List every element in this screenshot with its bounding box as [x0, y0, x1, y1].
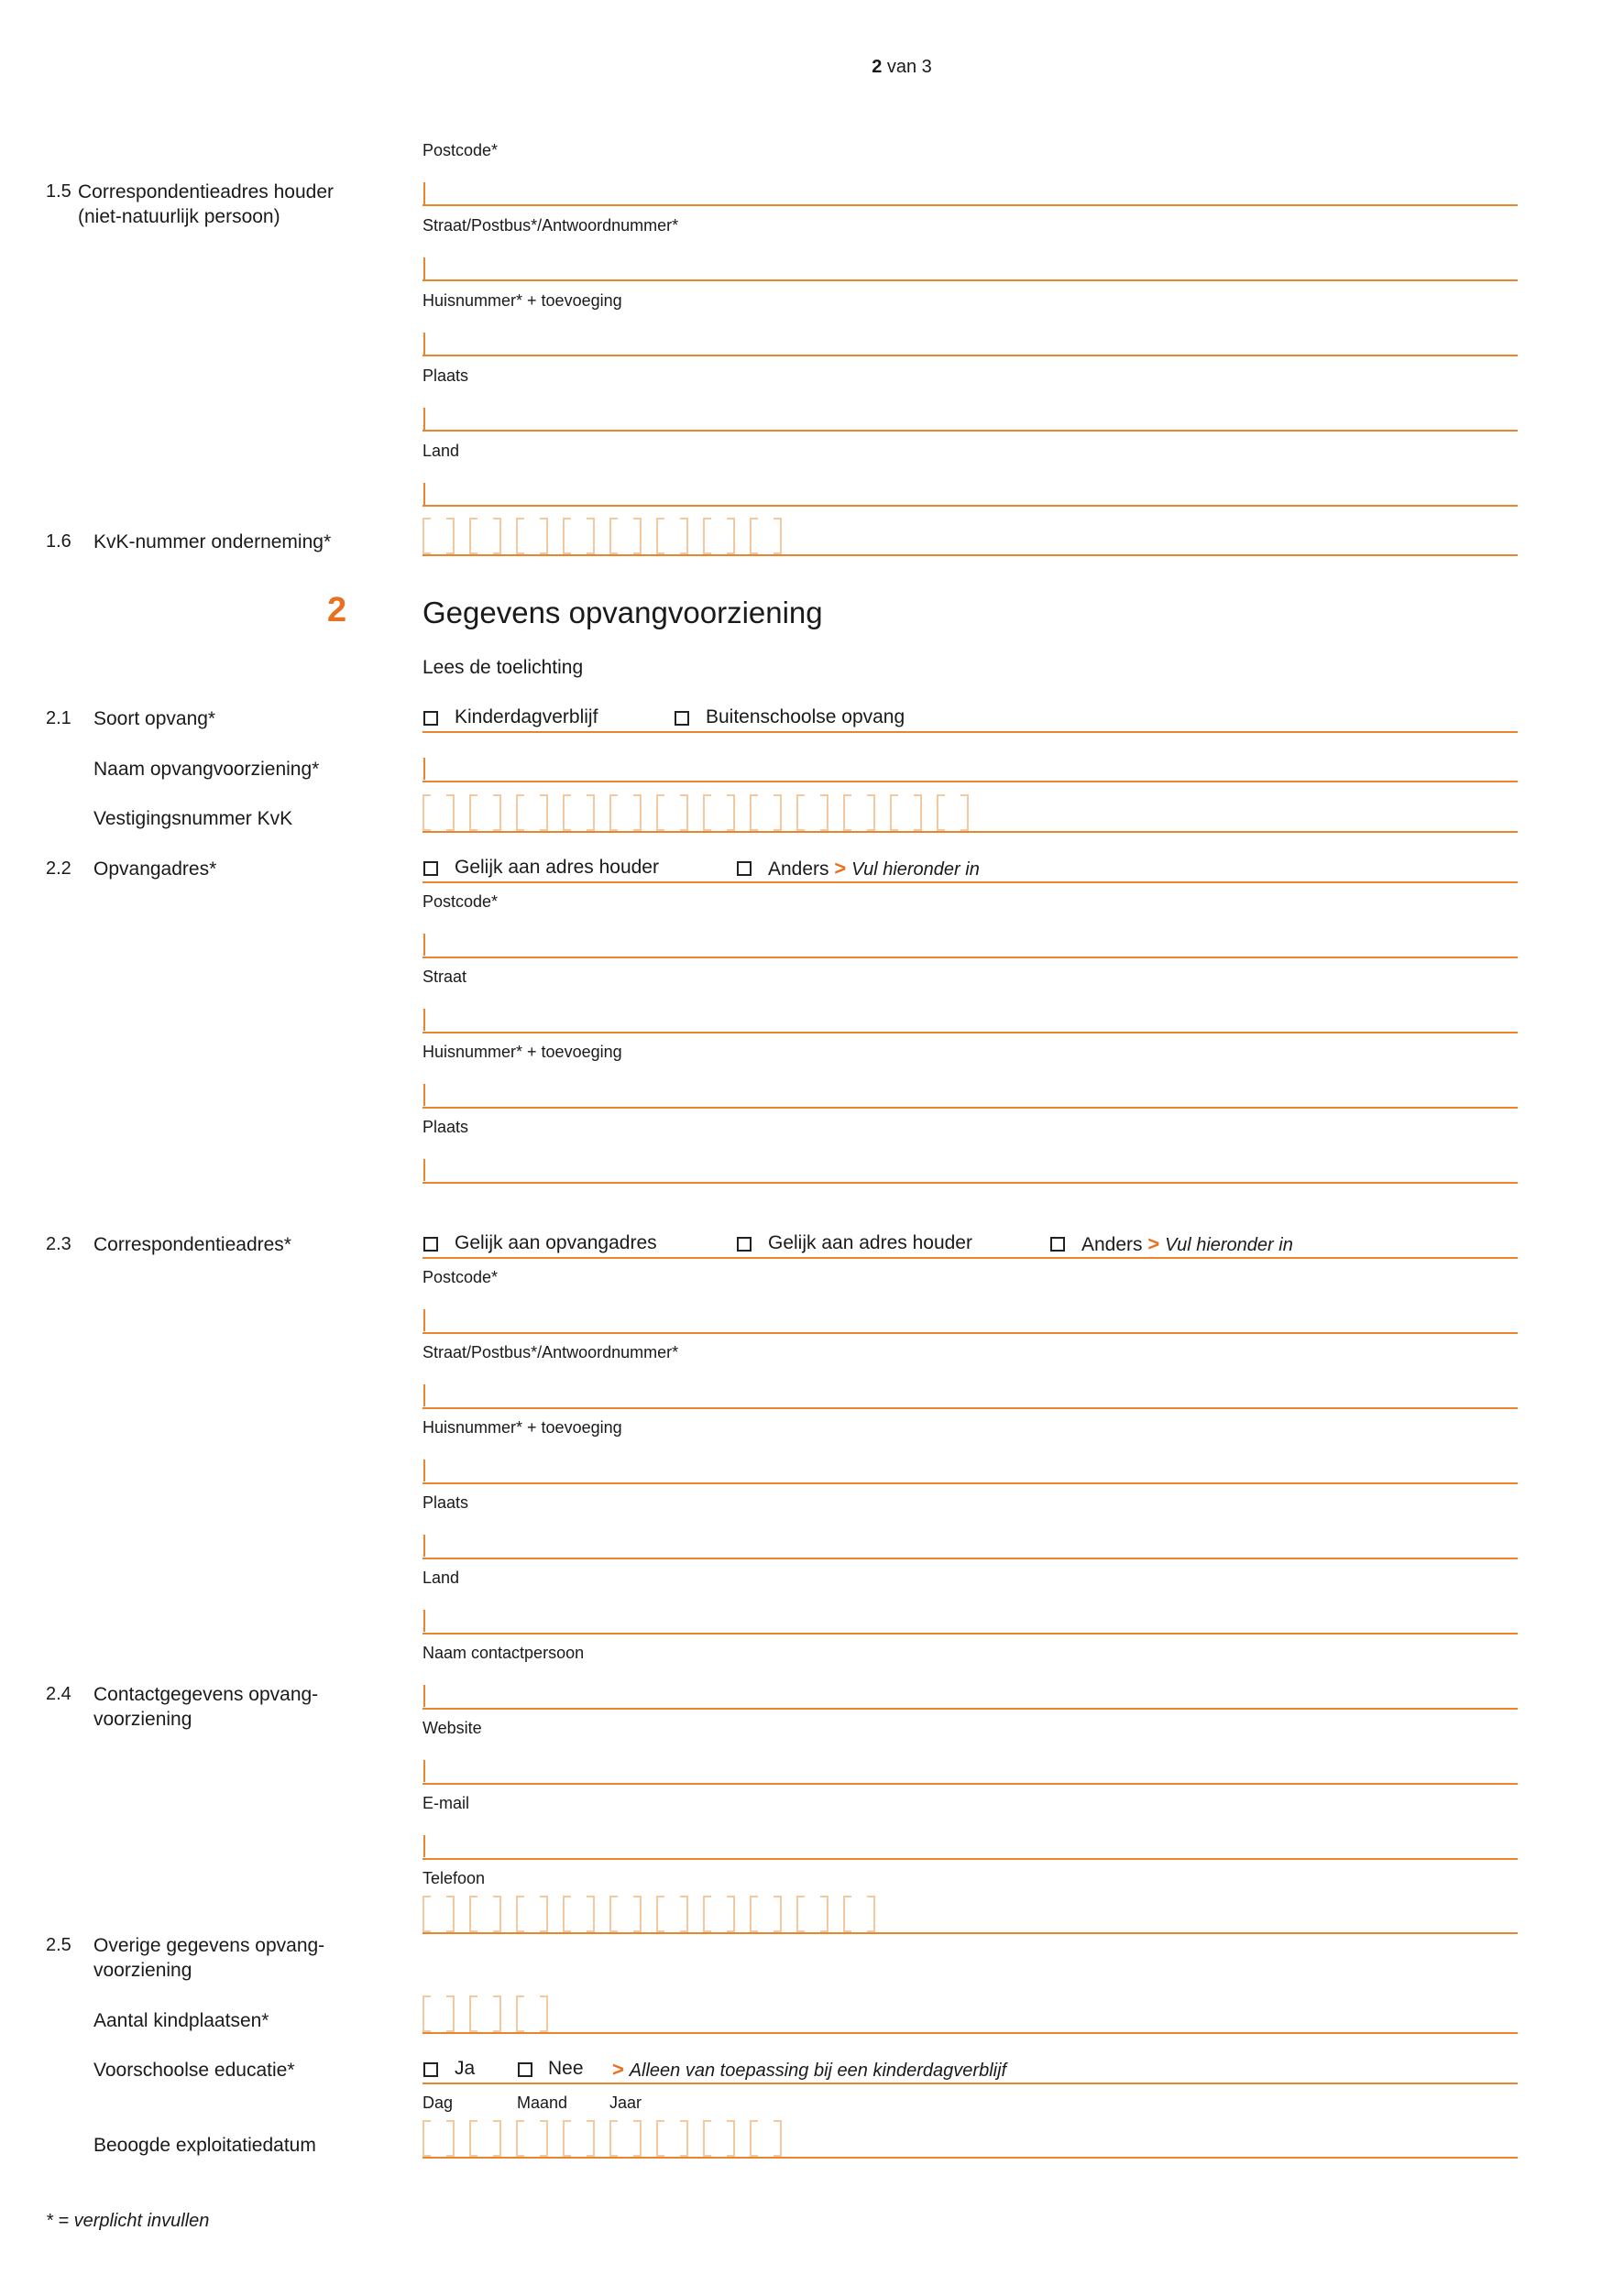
section-number-2-2: 2.2	[46, 858, 71, 879]
comb-cell[interactable]	[469, 1896, 477, 1932]
gelijk-aan-opvangadres-option: Gelijk aan opvangadres	[455, 1232, 657, 1253]
telefoon-comb-input[interactable]	[422, 1896, 890, 1932]
comb-cell-end	[446, 1995, 455, 2032]
comb-cell-end	[774, 518, 782, 554]
label-line-1: Correspondentieadres houder	[78, 181, 335, 202]
input-caret	[423, 1309, 425, 1331]
field-label-huisnummer: Huisnummer* + toevoeging	[422, 1418, 622, 1437]
comb-cell-end	[820, 1896, 828, 1932]
anders-checkbox[interactable]	[1050, 1237, 1065, 1252]
field-label-email: E-mail	[422, 1794, 470, 1812]
comb-cell[interactable]	[516, 794, 524, 831]
anders-label: Anders	[1081, 1234, 1143, 1255]
comb-cell[interactable]	[422, 2120, 431, 2157]
comb-cell[interactable]	[469, 518, 477, 554]
comb-cell-end	[633, 518, 642, 554]
naam-contactpersoon-input[interactable]	[422, 1708, 1518, 1710]
field-label-straat: Straat	[422, 968, 467, 986]
naam-opvangvoorziening-input[interactable]	[422, 781, 1518, 782]
page-number	[0, 57, 1624, 78]
label-kvk-nummer: KvK-nummer onderneming*	[93, 531, 332, 552]
kindplaatsen-comb-input[interactable]	[422, 1995, 563, 2032]
comb-cell-end	[493, 1995, 501, 2032]
comb-cell[interactable]	[516, 1896, 524, 1932]
land-input[interactable]	[422, 505, 1518, 507]
comb-cell[interactable]	[750, 2120, 758, 2157]
date-label-maand: Maand	[517, 2094, 568, 2112]
date-label-dag: Dag	[422, 2094, 454, 2112]
comb-cell-end	[446, 518, 455, 554]
comb-cell[interactable]	[422, 1896, 431, 1932]
section-2-title: Gegevens opvangvoorziening	[422, 596, 823, 629]
vve-line	[422, 2083, 1518, 2084]
label-line-2: (niet-natuurlijk persoon)	[78, 206, 280, 227]
comb-cell[interactable]	[563, 2120, 571, 2157]
input-caret	[423, 1610, 425, 1632]
comb-cell-end	[727, 518, 735, 554]
input-caret	[423, 1535, 425, 1557]
field-label-land: Land	[422, 1569, 460, 1587]
buitenschoolse-opvang-checkbox[interactable]	[675, 711, 689, 726]
comb-cell-end	[633, 1896, 642, 1932]
buitenschoolse-opvang-option: Buitenschoolse opvang	[706, 706, 905, 727]
soort-opvang-line	[422, 731, 1518, 733]
vul-hieronder-in-hint: Vul hieronder in	[1165, 1235, 1293, 1255]
corr-postcode-input[interactable]	[422, 1332, 1518, 1334]
field-label-huisnummer: Huisnummer* + toevoeging	[422, 291, 622, 310]
anders-label: Anders	[768, 858, 829, 880]
corr-plaats-input[interactable]	[422, 1558, 1518, 1559]
comb-cell-end	[446, 2120, 455, 2157]
gelijk-aan-adres-houder-checkbox[interactable]	[423, 861, 438, 876]
exploitatiedatum-comb-input[interactable]	[422, 2120, 796, 2157]
field-label-postcode: Postcode*	[422, 1268, 499, 1286]
comb-cell-end	[867, 794, 875, 831]
label-vestigingsnummer: Vestigingsnummer KvK	[93, 808, 293, 829]
comb-cell[interactable]	[516, 2120, 524, 2157]
comb-cell[interactable]	[563, 518, 571, 554]
comb-cell[interactable]	[609, 1896, 618, 1932]
comb-cell-end	[587, 518, 595, 554]
comb-cell-end	[680, 518, 688, 554]
comb-cell[interactable]	[516, 1995, 524, 2032]
field-label-postcode: Postcode*	[422, 892, 499, 911]
corr-straat-input[interactable]	[422, 1407, 1518, 1409]
comb-cell-end	[540, 518, 548, 554]
comb-cell[interactable]	[703, 794, 711, 831]
chevron-right-icon: >	[612, 2058, 624, 2081]
kvk-nummer-comb-input[interactable]	[422, 518, 796, 554]
opvang-postcode-input[interactable]	[422, 957, 1518, 958]
comb-cell[interactable]	[703, 2120, 711, 2157]
comb-cell-end	[493, 1896, 501, 1932]
chevron-right-icon: >	[1147, 1232, 1160, 1255]
comb-cell[interactable]	[609, 2120, 618, 2157]
comb-cell-end	[727, 794, 735, 831]
comb-cell-end	[960, 794, 969, 831]
comb-cell[interactable]	[703, 518, 711, 554]
comb-cell[interactable]	[422, 518, 431, 554]
label-line-1: Overige gegevens opvang-	[93, 1935, 325, 1956]
comb-cell[interactable]	[890, 794, 898, 831]
page-total: van 3	[886, 57, 932, 77]
comb-cell[interactable]	[750, 1896, 758, 1932]
comb-cell[interactable]	[843, 1896, 851, 1932]
label-opvangadres: Opvangadres*	[93, 858, 217, 880]
input-caret	[423, 934, 425, 956]
comb-cell[interactable]	[656, 1896, 664, 1932]
comb-cell[interactable]	[656, 794, 664, 831]
field-label-website: Website	[422, 1719, 482, 1737]
field-label-postcode: Postcode*	[422, 141, 499, 159]
field-label-land: Land	[422, 442, 460, 460]
anders-checkbox[interactable]	[737, 861, 752, 876]
corr-huisnummer-input[interactable]	[422, 1482, 1518, 1484]
opvangadres-line	[422, 881, 1518, 883]
label-overige-gegevens	[93, 1933, 324, 1983]
input-caret	[423, 483, 425, 505]
comb-cell-end	[914, 794, 922, 831]
input-caret	[423, 1159, 425, 1181]
vve-ja-checkbox[interactable]	[423, 2062, 438, 2077]
anders-option	[768, 857, 980, 880]
comb-cell-end	[540, 794, 548, 831]
comb-cell[interactable]	[656, 518, 664, 554]
input-caret	[423, 1835, 425, 1857]
section-number-2-5: 2.5	[46, 1935, 71, 1955]
vve-nee-checkbox[interactable]	[518, 2062, 532, 2077]
toelichting-link[interactable]: Lees de toelichting	[422, 657, 584, 678]
section-number-1-6: 1.6	[46, 531, 71, 552]
comb-cell[interactable]	[469, 1995, 477, 2032]
vul-hieronder-in-hint: Vul hieronder in	[851, 859, 980, 880]
website-input[interactable]	[422, 1783, 1518, 1785]
field-label-telefoon: Telefoon	[422, 1869, 486, 1887]
kinderdagverblijf-option: Kinderdagverblijf	[455, 706, 598, 727]
input-caret	[423, 1084, 425, 1106]
comb-cell[interactable]	[796, 1896, 805, 1932]
vve-hint	[612, 2058, 1006, 2082]
comb-cell-end	[587, 794, 595, 831]
label-naam-opvangvoorziening: Naam opvangvoorziening*	[93, 759, 320, 780]
label-exploitatiedatum: Beoogde exploitatiedatum	[93, 2135, 316, 2156]
comb-cell-end	[727, 1896, 735, 1932]
vve-nee-option: Nee	[548, 2058, 584, 2079]
field-label-straat: Straat/Postbus*/Antwoordnummer*	[422, 216, 679, 235]
section-number-2-4: 2.4	[46, 1684, 71, 1704]
comb-cell-end	[633, 2120, 642, 2157]
label-contactgegevens	[93, 1682, 318, 1732]
vestigingsnummer-comb-input[interactable]	[422, 794, 983, 831]
label-line-1: Contactgegevens opvang-	[93, 1684, 319, 1705]
label-voorschoolse-educatie: Voorschoolse educatie*	[93, 2060, 295, 2081]
field-label-plaats: Plaats	[422, 1493, 469, 1512]
comb-cell[interactable]	[937, 794, 945, 831]
vve-ja-option: Ja	[455, 2058, 476, 2079]
comb-cell-end	[493, 794, 501, 831]
comb-cell-end	[446, 1896, 455, 1932]
label-correspondentieadres: Correspondentieadres*	[93, 1234, 291, 1255]
kindplaatsen-baseline	[422, 2032, 1518, 2034]
comb-cell[interactable]	[563, 794, 571, 831]
corr-land-input[interactable]	[422, 1633, 1518, 1635]
comb-cell-end	[774, 794, 782, 831]
gelijk-aan-adres-houder-option: Gelijk aan adres houder	[768, 1232, 972, 1253]
comb-cell-end	[587, 1896, 595, 1932]
exploitatiedatum-baseline	[422, 2157, 1518, 2159]
vestigingsnummer-baseline	[422, 831, 1518, 833]
label-line-2: voorziening	[93, 1960, 192, 1981]
kinderdagverblijf-checkbox[interactable]	[423, 711, 438, 726]
input-caret	[423, 182, 425, 204]
input-caret	[423, 408, 425, 430]
field-label-straat: Straat/Postbus*/Antwoordnummer*	[422, 1343, 679, 1361]
comb-cell-end	[680, 794, 688, 831]
comb-cell-end	[680, 2120, 688, 2157]
correspondentieadres-line	[422, 1257, 1518, 1259]
comb-cell[interactable]	[422, 1995, 431, 2032]
comb-cell-end	[540, 1896, 548, 1932]
section-number-2-3: 2.3	[46, 1234, 71, 1254]
input-caret	[423, 1760, 425, 1782]
comb-cell-end	[493, 518, 501, 554]
page-current: 2	[872, 57, 883, 77]
footnote-required: * = verplicht invullen	[46, 2211, 210, 2231]
comb-cell[interactable]	[703, 1896, 711, 1932]
date-label-jaar: Jaar	[609, 2094, 642, 2112]
label-aantal-kindplaatsen: Aantal kindplaatsen*	[93, 2010, 269, 2031]
input-caret	[423, 1384, 425, 1406]
label-correspondentieadres-houder	[78, 180, 334, 229]
comb-cell[interactable]	[750, 794, 758, 831]
comb-cell-end	[774, 2120, 782, 2157]
vve-hint-text: Alleen van toepassing bij een kinderdagverblijf	[629, 2061, 1007, 2081]
postcode-input[interactable]	[422, 204, 1518, 206]
opvang-straat-input[interactable]	[422, 1032, 1518, 1033]
comb-cell-end	[680, 1896, 688, 1932]
comb-cell[interactable]	[796, 794, 805, 831]
input-caret	[423, 758, 425, 780]
comb-cell[interactable]	[609, 518, 618, 554]
comb-cell[interactable]	[422, 794, 431, 831]
field-label-plaats: Plaats	[422, 1118, 469, 1136]
comb-cell[interactable]	[469, 2120, 477, 2157]
kvk-nummer-baseline	[422, 554, 1518, 556]
field-label-plaats: Plaats	[422, 366, 469, 385]
email-input[interactable]	[422, 1858, 1518, 1860]
comb-cell[interactable]	[750, 518, 758, 554]
section-2-number: 2	[327, 591, 347, 629]
gelijk-aan-opvangadres-checkbox[interactable]	[423, 1237, 438, 1252]
chevron-right-icon: >	[834, 857, 847, 880]
comb-cell-end	[774, 1896, 782, 1932]
field-label-naam-contactpersoon: Naam contactpersoon	[422, 1644, 585, 1662]
comb-cell[interactable]	[609, 794, 618, 831]
plaats-input[interactable]	[422, 430, 1518, 432]
field-label-huisnummer: Huisnummer* + toevoeging	[422, 1043, 622, 1061]
input-caret	[423, 1460, 425, 1481]
comb-cell-end	[633, 794, 642, 831]
comb-cell[interactable]	[656, 2120, 664, 2157]
comb-cell[interactable]	[516, 518, 524, 554]
comb-cell-end	[446, 794, 455, 831]
anders-option	[1081, 1232, 1293, 1256]
comb-cell[interactable]	[843, 794, 851, 831]
telefoon-baseline	[422, 1932, 1518, 1934]
comb-cell-end	[540, 2120, 548, 2157]
gelijk-aan-adres-houder-checkbox[interactable]	[737, 1237, 752, 1252]
comb-cell-end	[540, 1995, 548, 2032]
comb-cell-end	[727, 2120, 735, 2157]
comb-cell-end	[493, 2120, 501, 2157]
comb-cell[interactable]	[563, 1896, 571, 1932]
comb-cell-end	[820, 794, 828, 831]
section-number-1-5: 1.5	[46, 181, 71, 202]
opvang-huisnummer-input[interactable]	[422, 1107, 1518, 1109]
label-soort-opvang: Soort opvang*	[93, 708, 216, 729]
input-caret	[423, 257, 425, 279]
input-caret	[423, 333, 425, 355]
opvang-plaats-input[interactable]	[422, 1182, 1518, 1184]
comb-cell[interactable]	[469, 794, 477, 831]
huisnummer-input[interactable]	[422, 355, 1518, 356]
straat-input[interactable]	[422, 279, 1518, 281]
comb-cell-end	[587, 2120, 595, 2157]
comb-cell-end	[867, 1896, 875, 1932]
section-number-2-1: 2.1	[46, 708, 71, 728]
input-caret	[423, 1685, 425, 1707]
label-line-2: voorziening	[93, 1709, 192, 1730]
input-caret	[423, 1009, 425, 1031]
gelijk-aan-adres-houder-option: Gelijk aan adres houder	[455, 857, 659, 878]
